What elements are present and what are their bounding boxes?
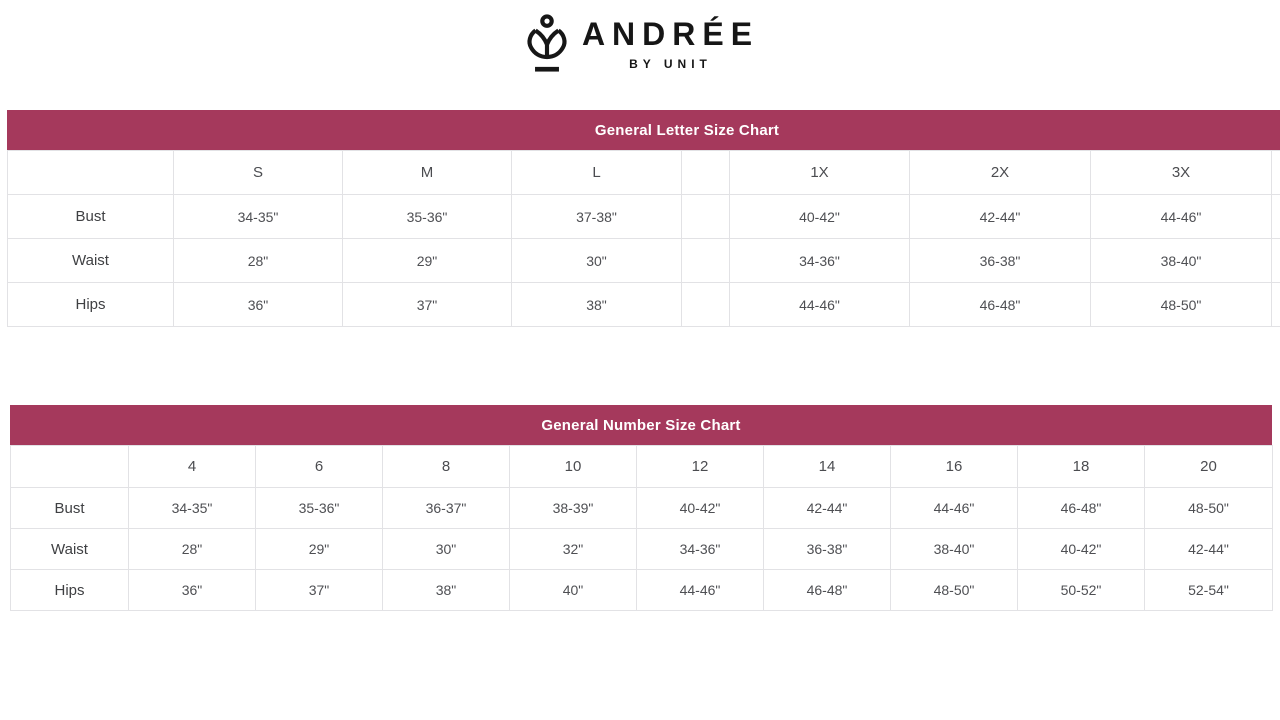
value-cell: 30" (512, 239, 682, 283)
value-cell: 42-44" (910, 195, 1091, 239)
row-label-cell: Waist (8, 239, 174, 283)
column-header-cell: 18 (1018, 446, 1145, 488)
value-cell: 36-38" (910, 239, 1091, 283)
value-cell: 44-46" (730, 283, 910, 327)
value-cell: 48-50" (1145, 488, 1273, 529)
column-header-cell (11, 446, 129, 488)
value-cell: 37" (256, 570, 383, 611)
row-label-cell: Bust (11, 488, 129, 529)
value-cell: 36" (129, 570, 256, 611)
value-cell: 40-42" (637, 488, 764, 529)
column-header-cell: 3X (1091, 151, 1272, 195)
value-cell: 40-42" (730, 195, 910, 239)
value-cell: 40-42" (1018, 529, 1145, 570)
column-header-cell: S (174, 151, 343, 195)
table-title: General Letter Size Chart (7, 110, 1280, 150)
value-cell: 44-46" (891, 488, 1018, 529)
value-cell: 42-44" (764, 488, 891, 529)
value-cell: 46-48" (1018, 488, 1145, 529)
value-cell: 34-35" (174, 195, 343, 239)
value-cell (682, 239, 730, 283)
column-header-cell: 14 (764, 446, 891, 488)
value-cell: 44-46" (1091, 195, 1272, 239)
value-cell: 35-36" (343, 195, 512, 239)
column-header-cell (8, 151, 174, 195)
table-row (11, 570, 1273, 611)
value-cell: 34-35" (129, 488, 256, 529)
value-cell (1272, 239, 1280, 283)
row-label-cell: Hips (8, 283, 174, 327)
column-header-cell: L (512, 151, 682, 195)
brand-subtitle: BY UNIT (629, 56, 712, 71)
letter-size-table (7, 150, 1280, 327)
value-cell: 38-39" (510, 488, 637, 529)
row-label-cell: Bust (8, 195, 174, 239)
column-header-cell: 10 (510, 446, 637, 488)
value-cell: 38" (512, 283, 682, 327)
column-header-cell: 16 (891, 446, 1018, 488)
value-cell (682, 283, 730, 327)
column-header-cell (682, 151, 730, 195)
value-cell: 29" (256, 529, 383, 570)
column-header-cell: 4 (129, 446, 256, 488)
value-cell: 44-46" (637, 570, 764, 611)
value-cell: 34-36" (730, 239, 910, 283)
tulip-flower-icon (521, 13, 573, 75)
value-cell: 42-44" (1145, 529, 1273, 570)
table-title: General Number Size Chart (10, 405, 1272, 445)
value-cell: 36" (174, 283, 343, 327)
value-cell: 50-52" (1018, 570, 1145, 611)
row-label-cell: Waist (11, 529, 129, 570)
value-cell: 52-54" (1145, 570, 1273, 611)
column-header-cell: 20 (1145, 446, 1273, 488)
table-row (11, 488, 1273, 529)
value-cell: 46-48" (764, 570, 891, 611)
value-cell: 36-37" (383, 488, 510, 529)
number-size-table (10, 445, 1273, 611)
value-cell: 34-36" (637, 529, 764, 570)
column-header-cell: M (343, 151, 512, 195)
value-cell: 32" (510, 529, 637, 570)
column-header-cell: 2X (910, 151, 1091, 195)
column-header-cell (1272, 151, 1280, 195)
value-cell: 37-38" (512, 195, 682, 239)
value-cell: 30" (383, 529, 510, 570)
value-cell: 36-38" (764, 529, 891, 570)
value-cell: 48-50" (891, 570, 1018, 611)
number-size-chart (10, 405, 1272, 611)
row-label-cell: Hips (11, 570, 129, 611)
column-header-cell: 6 (256, 446, 383, 488)
value-cell: 29" (343, 239, 512, 283)
brand-name: ANDRÉE (581, 15, 760, 52)
value-cell (1272, 283, 1280, 327)
brand-logo (0, 13, 1280, 75)
brand-text-block (581, 15, 760, 71)
value-cell: 28" (174, 239, 343, 283)
value-cell: 38-40" (891, 529, 1018, 570)
letter-size-chart (7, 110, 1280, 327)
value-cell: 38" (383, 570, 510, 611)
column-header-cell: 8 (383, 446, 510, 488)
column-header-row (8, 151, 1280, 195)
value-cell: 28" (129, 529, 256, 570)
table-row (8, 239, 1280, 283)
table-row (8, 283, 1280, 327)
table-row (11, 529, 1273, 570)
column-header-cell: 1X (730, 151, 910, 195)
column-header-cell: 12 (637, 446, 764, 488)
value-cell: 46-48" (910, 283, 1091, 327)
value-cell: 40" (510, 570, 637, 611)
value-cell: 48-50" (1091, 283, 1272, 327)
value-cell: 38-40" (1091, 239, 1272, 283)
value-cell: 35-36" (256, 488, 383, 529)
column-header-row (11, 446, 1273, 488)
table-row (8, 195, 1280, 239)
value-cell (1272, 195, 1280, 239)
value-cell: 37" (343, 283, 512, 327)
value-cell (682, 195, 730, 239)
